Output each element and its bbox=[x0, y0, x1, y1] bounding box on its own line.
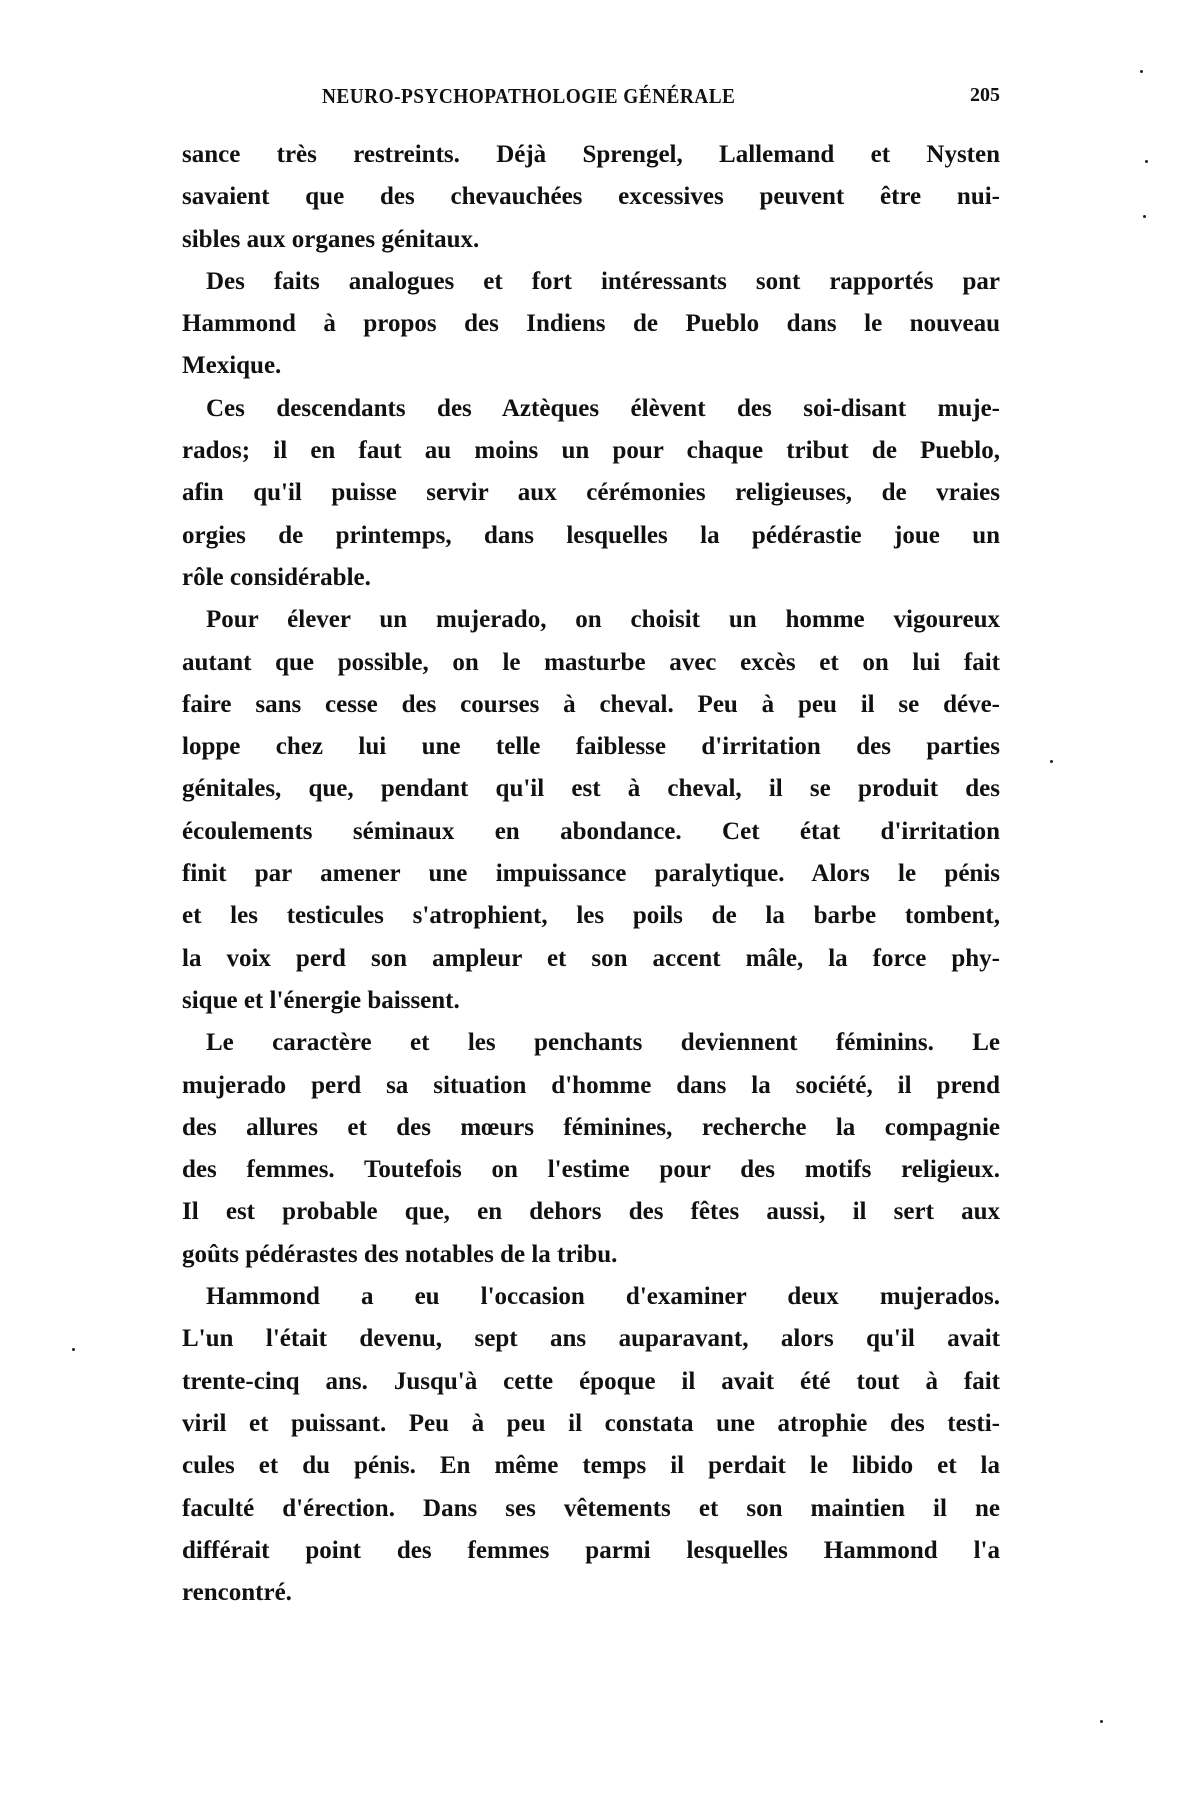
text-line: faculté d'érection. Dans ses vêtements et son maintien il ne bbox=[182, 1494, 1000, 1522]
text-line: finit par amener une impuissance paralytique. Alors le pénis bbox=[182, 860, 1000, 888]
text-line: L'un l'était devenu, sept ans auparavant, alors qu'il avait bbox=[182, 1325, 1000, 1353]
text-line: Il est probable que, en dehors des fêtes aussi, il sert aux bbox=[182, 1198, 1000, 1226]
text-line: des femmes. Toutefois on l'estime pour des motifs religieux. bbox=[182, 1156, 1000, 1184]
text-line: afin qu'il puisse servir aux cérémonies religieuses, de vraies bbox=[182, 479, 1000, 507]
text-line: écoulements séminaux en abondance. Cet état d'irritation bbox=[182, 817, 1000, 845]
running-title: NEURO-PSYCHOPATHOLOGIE GÉNÉRALE bbox=[322, 84, 736, 108]
text-line: savaient que des chevauchées excessives peuvent être nui- bbox=[182, 183, 1000, 211]
text-line: autant que possible, on le masturbe avec excès et on lui fait bbox=[182, 648, 1000, 676]
text-line: rados; il en faut au moins un pour chaque tribut de Pueblo, bbox=[182, 437, 1000, 465]
text-line: Des faits analogues et fort intéressants sont rapportés par bbox=[206, 267, 1000, 295]
text-line: rencontré. bbox=[182, 1579, 292, 1607]
text-line: goûts pédérastes des notables de la tribu. bbox=[182, 1240, 618, 1268]
text-line: Ces descendants des Aztèques élèvent des soi-disant muje- bbox=[206, 394, 1000, 422]
text-line: Hammond a eu l'occasion d'examiner deux mujerados. bbox=[206, 1283, 1000, 1311]
scan-speck bbox=[1050, 760, 1053, 763]
text-line: orgies de printemps, dans lesquelles la pédérastie joue un bbox=[182, 521, 1000, 549]
text-line: Le caractère et les penchants deviennent féminins. Le bbox=[206, 1029, 1000, 1057]
text-line: loppe chez lui une telle faiblesse d'irritation des parties bbox=[182, 733, 1000, 761]
text-line: faire sans cesse des courses à cheval. Peu à peu il se déve- bbox=[182, 690, 1000, 718]
text-line: cules et du pénis. En même temps il perdait le libido et la bbox=[182, 1452, 1000, 1480]
text-line: des allures et des mœurs féminines, recherche la compagnie bbox=[182, 1113, 1000, 1141]
text-line: la voix perd son ampleur et son accent mâle, la force phy- bbox=[182, 944, 1000, 972]
text-line: sique et l'énergie baissent. bbox=[182, 986, 460, 1014]
text-line: Pour élever un mujerado, on choisit un homme vigoureux bbox=[206, 606, 1000, 634]
text-line: Hammond à propos des Indiens de Pueblo dans le nouveau bbox=[182, 310, 1000, 338]
text-line: et les testicules s'atrophient, les poils de la barbe tombent, bbox=[182, 902, 1000, 930]
text-line: viril et puissant. Peu à peu il constata une atrophie des testi- bbox=[182, 1409, 1000, 1437]
body-text bbox=[182, 134, 1000, 1614]
text-line: sibles aux organes génitaux. bbox=[182, 225, 480, 253]
scan-speck bbox=[1100, 1720, 1103, 1723]
scan-speck bbox=[1145, 160, 1148, 163]
text-line: trente-cinq ans. Jusqu'à cette époque il avait été tout à fait bbox=[182, 1367, 1000, 1395]
page-number: 205 bbox=[970, 84, 1000, 106]
running-header bbox=[182, 84, 1000, 114]
text-line: mujerado perd sa situation d'homme dans la société, il prend bbox=[182, 1071, 1000, 1099]
text-line: différait point des femmes parmi lesquelles Hammond l'a bbox=[182, 1536, 1000, 1564]
text-line: génitales, que, pendant qu'il est à cheval, il se produit des bbox=[182, 775, 1000, 803]
scan-speck bbox=[72, 1348, 75, 1351]
text-line: Mexique. bbox=[182, 352, 282, 380]
text-line: rôle considérable. bbox=[182, 563, 371, 591]
scan-speck bbox=[1143, 215, 1146, 218]
text-line: sance très restreints. Déjà Sprengel, Lallemand et Nysten bbox=[182, 141, 1000, 168]
scan-speck bbox=[1140, 70, 1143, 73]
